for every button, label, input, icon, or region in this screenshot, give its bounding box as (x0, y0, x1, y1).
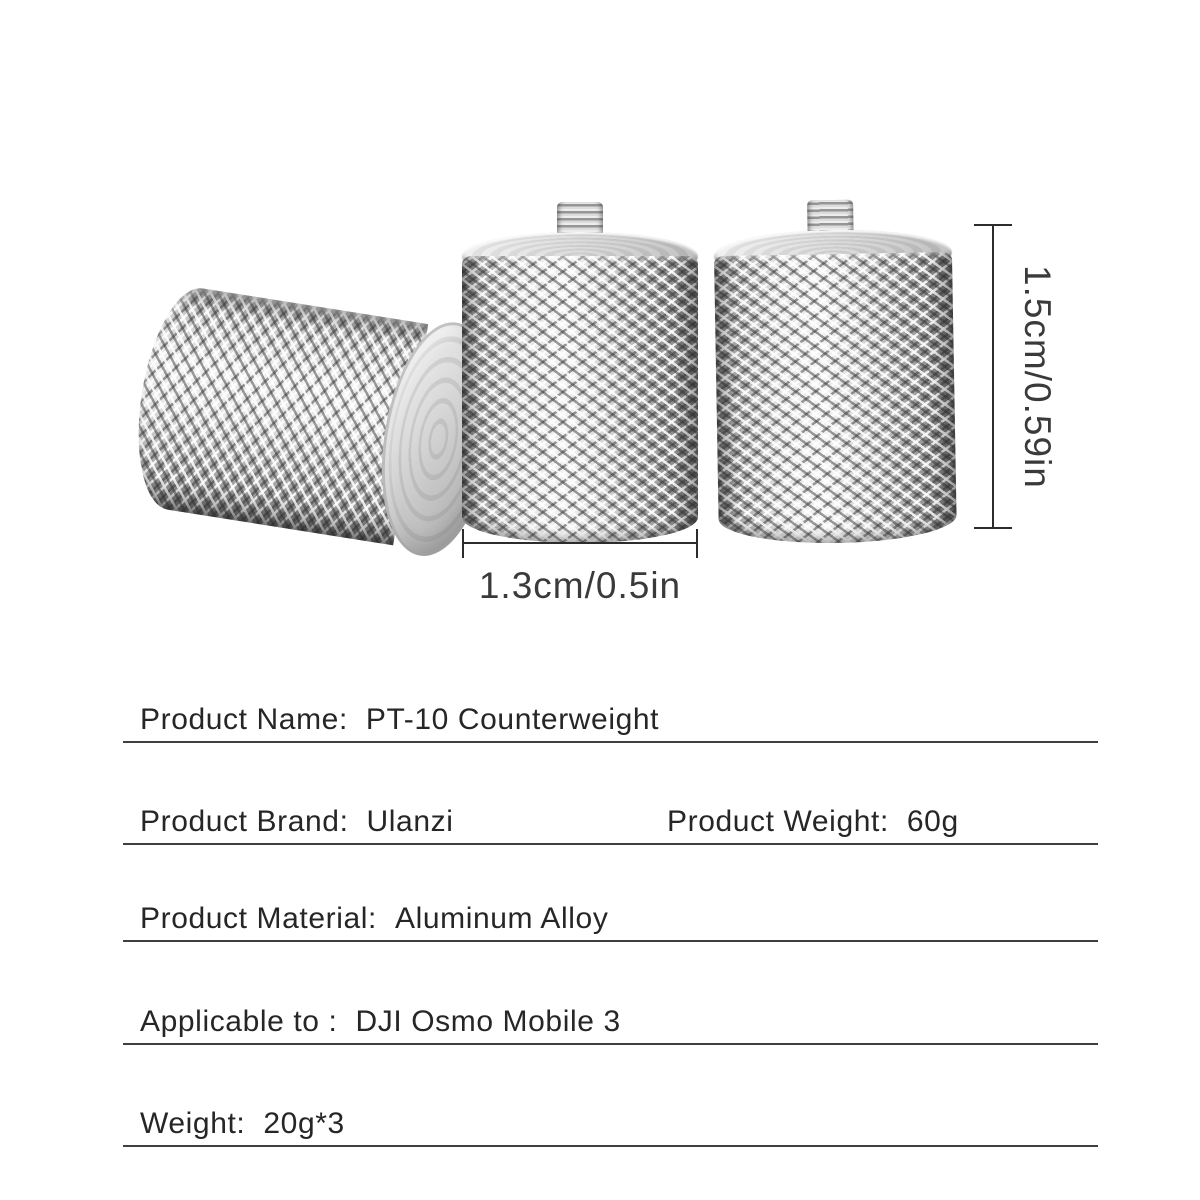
dimension-tick-left (462, 529, 464, 558)
counterweight-lying (124, 276, 487, 561)
spec-value: Ulanzi (366, 805, 454, 838)
spec-cell (140, 1000, 621, 1043)
dimension-tick-bottom (974, 527, 1012, 529)
spec-label: Product Brand: (140, 805, 349, 838)
spec-label: Applicable to : (140, 1005, 338, 1038)
spec-value: 60g (906, 805, 959, 838)
spec-label: Weight: (140, 1107, 246, 1140)
knurled-body (714, 252, 957, 545)
spec-row-applicable (123, 1000, 1098, 1045)
dimension-tick-top (974, 224, 1012, 226)
spec-row-brand-weight (123, 800, 1098, 845)
spec-value: DJI Osmo Mobile 3 (355, 1005, 621, 1038)
counterweight-upright-right (713, 196, 957, 545)
counterweight-upright-middle (462, 200, 698, 543)
height-dimension-label: 1.5cm/0.59in (1017, 265, 1058, 489)
spec-cell (140, 897, 608, 940)
dimension-tick-right (696, 529, 698, 558)
spec-cell (667, 800, 959, 843)
spec-label: Product Weight: (667, 805, 889, 838)
spec-row-weight (123, 1102, 1098, 1147)
spec-value: Aluminum Alloy (394, 902, 609, 935)
spec-row-product-name (123, 698, 1098, 743)
width-dimension-label: 1.3cm/0.5in (478, 565, 682, 606)
spec-value: PT-10 Counterweight (365, 703, 660, 736)
spec-value: 20g*3 (263, 1107, 345, 1140)
spec-cell (140, 800, 453, 843)
knurled-body (125, 282, 429, 546)
dimension-line (992, 224, 994, 529)
spec-row-material (123, 897, 1098, 942)
spec-label: Product Material: (140, 902, 377, 935)
spec-label: Product Name: (140, 703, 348, 736)
spec-cell (140, 698, 659, 741)
dimension-line (462, 542, 698, 544)
spec-cell (140, 1102, 345, 1145)
knurled-body (462, 256, 698, 543)
